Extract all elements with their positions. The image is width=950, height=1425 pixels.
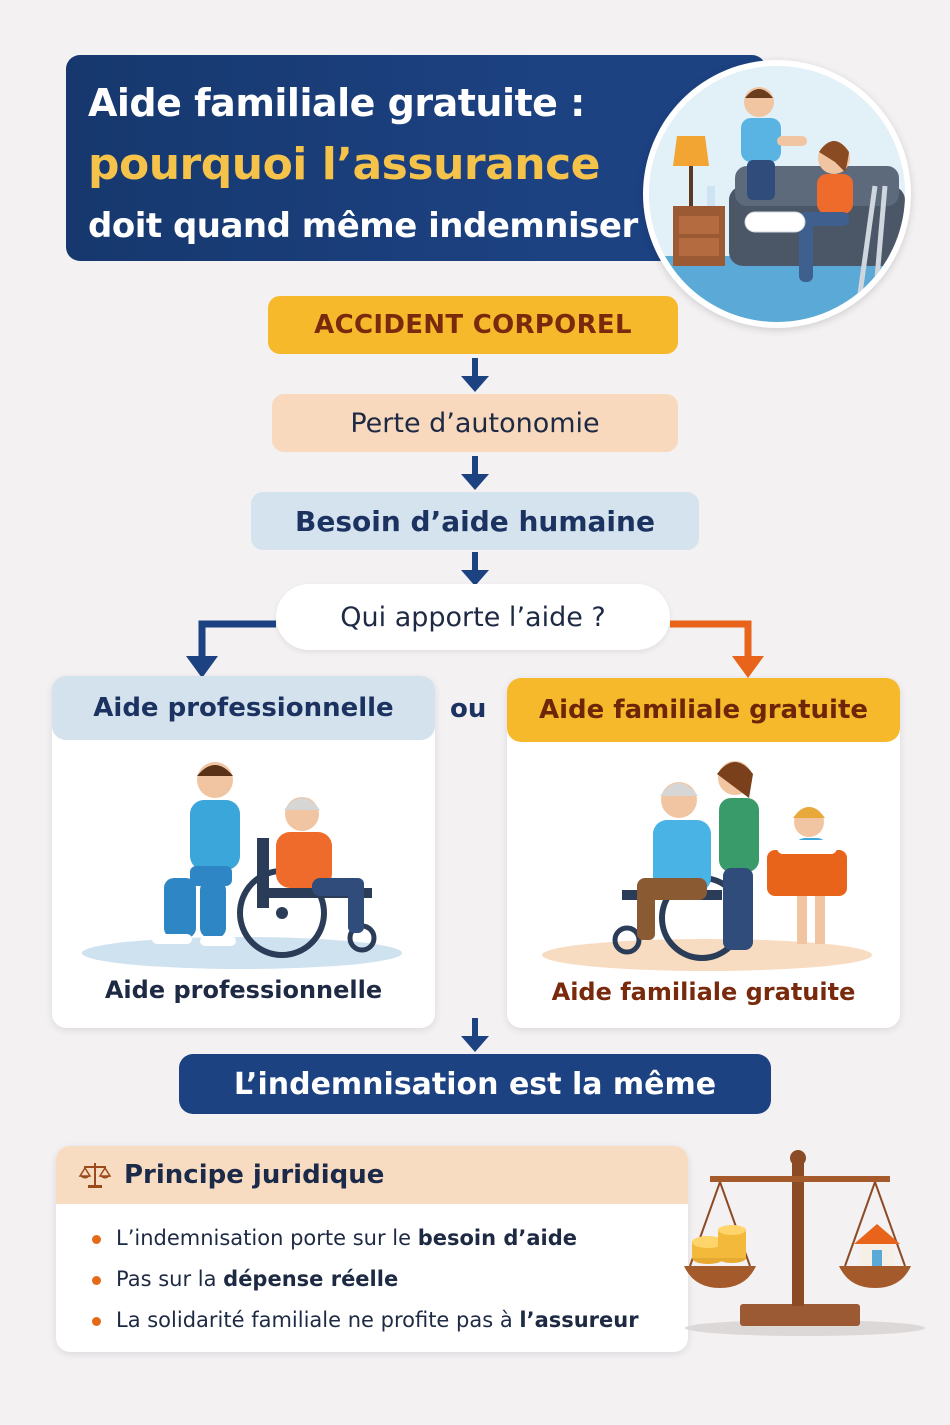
principe-juridique-box bbox=[56, 1146, 688, 1352]
question-qui-apporte: Qui apporte l’aide ? bbox=[276, 584, 670, 650]
list-item-text: Pas sur la bbox=[116, 1267, 224, 1291]
or-label: ou bbox=[450, 694, 487, 724]
list-item bbox=[92, 1259, 688, 1300]
list-item-emphasis: l’assureur bbox=[519, 1308, 639, 1332]
card-fam-title: Aide familiale gratuite bbox=[507, 678, 900, 742]
card-fam-caption: Aide familiale gratuite bbox=[551, 978, 856, 1006]
list-item bbox=[92, 1300, 688, 1341]
principe-list bbox=[56, 1204, 688, 1341]
arrow-elbow-left-icon bbox=[180, 616, 280, 682]
list-item-text: La solidarité familiale ne profite pas à bbox=[116, 1308, 520, 1332]
hero-illustration bbox=[643, 60, 911, 328]
principe-header bbox=[56, 1146, 688, 1204]
principe-title: Principe juridique bbox=[124, 1160, 385, 1190]
card-pro-caption: Aide professionnelle bbox=[104, 976, 383, 1004]
list-item-emphasis: besoin d’aide bbox=[417, 1226, 578, 1250]
list-item-text: L’indemnisation porte sur le bbox=[116, 1226, 418, 1250]
balance-scale-illustration bbox=[680, 1146, 930, 1346]
card-pro-title: Aide professionnelle bbox=[52, 676, 435, 740]
nurse-wheelchair-illustration bbox=[72, 748, 422, 973]
arrow-down-icon bbox=[455, 452, 495, 496]
step-accident: ACCIDENT CORPOREL bbox=[268, 296, 678, 354]
arrow-down-icon bbox=[455, 354, 495, 398]
title-line-2: pourquoi l’assurance bbox=[88, 139, 601, 190]
card-aide-professionnelle bbox=[52, 676, 435, 1028]
title-line-1: Aide familiale gratuite : bbox=[88, 81, 585, 125]
family-help-illustration bbox=[527, 750, 877, 975]
step-besoin-aide: Besoin d’aide humaine bbox=[251, 492, 699, 550]
list-item-emphasis: dépense réelle bbox=[223, 1267, 399, 1291]
result-indemnisation: L’indemnisation est la même bbox=[179, 1054, 771, 1114]
arrow-elbow-right-icon bbox=[668, 616, 772, 682]
balance-scale-icon bbox=[78, 1160, 112, 1190]
caregiver-scene-illustration bbox=[649, 66, 905, 322]
list-item bbox=[92, 1218, 688, 1259]
title-line-3: doit quand même indemniser bbox=[88, 206, 638, 246]
card-aide-familiale bbox=[507, 678, 900, 1028]
step-perte-autonomie: Perte d’autonomie bbox=[272, 394, 678, 452]
